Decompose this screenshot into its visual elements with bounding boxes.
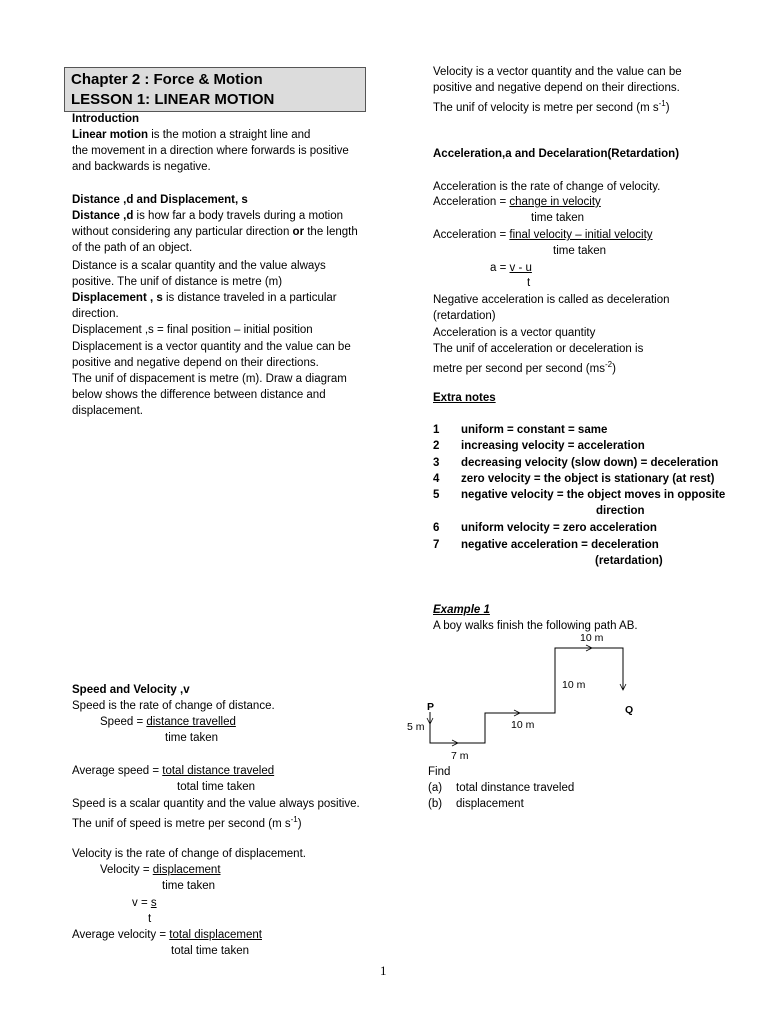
a-numerator: v - u [509, 262, 532, 274]
find-a-text: total dinstance traveled [456, 782, 575, 794]
speed-equation [100, 714, 236, 730]
note-text: decreasing velocity (slow down) = deceleration [461, 457, 719, 469]
vel-unit [433, 96, 670, 116]
linear-def-1: is the motion a straight line and [148, 129, 311, 141]
speed-eq-numerator: distance travelled [146, 716, 236, 728]
avg-speed-numerator: total distance traveled [162, 765, 275, 777]
distance-term: Distance ,d [72, 210, 134, 222]
velocity-eq-numerator: displacement [152, 864, 221, 876]
note-7-continuation: (retardation) [595, 555, 663, 567]
example-text: A boy walks finish the following path AB. [433, 620, 638, 632]
displacement-def-2: direction. [72, 308, 119, 320]
speed-scalar: Speed is a scalar quantity and the value always positive. [72, 798, 360, 810]
acceleration-heading: Acceleration,a and Decelaration(Retardation) [433, 148, 680, 160]
displacement-vector-2: positive and negative depend on their directions. [72, 357, 319, 369]
extra-notes-heading: Extra notes [433, 392, 496, 404]
note-5-continuation: direction [596, 505, 645, 517]
intro-heading: Introduction [72, 113, 140, 125]
acc-equation-1 [433, 194, 601, 210]
find-b-label: (b) [428, 798, 443, 810]
velocity-equation [100, 862, 221, 878]
acc-unit-2a: metre per second per second (ms [433, 362, 605, 375]
avg-speed-lhs: Average speed = [72, 765, 163, 777]
speed-unit [72, 812, 302, 832]
a-denominator: t [527, 277, 531, 289]
displacement-def-line-1 [72, 290, 337, 306]
acc-unit-1: The unif of acceleration or deceleration is [433, 343, 644, 355]
path-diagram [400, 630, 660, 770]
displacement-def-1: is distance traveled in a particular [162, 292, 337, 304]
distance-scalar-2: positive. The unif of distance is metre (m) [72, 276, 283, 288]
avg-velocity-numerator: total displacement [169, 929, 262, 941]
neg-acc-2: (retardation) [433, 310, 496, 322]
note-number: 2 [433, 440, 440, 452]
displacement-term: Displacement , s [72, 292, 163, 304]
chapter-title: Chapter 2 : Force & Motion [71, 71, 263, 88]
distance-scalar-1: Distance is a scalar quantity and the value always [72, 260, 326, 272]
v-numerator: s [150, 897, 157, 909]
segment-10m-label: 10 m [580, 632, 604, 644]
note-text: uniform velocity = zero acceleration [461, 522, 657, 534]
distance-def-line-1 [72, 208, 343, 224]
distance-def-3: of the path of an object. [72, 242, 193, 254]
speed-unit-b: ) [297, 817, 302, 830]
distance-def-line-2 [72, 224, 358, 240]
speed-eq-lhs: Speed = [100, 716, 147, 728]
a-equation [490, 260, 532, 276]
speed-heading: Speed and Velocity ,v [72, 684, 190, 696]
acceleration-def: Acceleration is the rate of change of velocity. [433, 181, 661, 193]
note-number: 7 [433, 539, 440, 551]
displacement-formula: Displacement ,s = final position – initial position [72, 324, 313, 336]
distance-def-2c: the length [304, 226, 358, 238]
v-equation [132, 895, 157, 911]
note-text: negative acceleration = deceleration [461, 539, 659, 551]
note-text: increasing velocity = acceleration [461, 440, 645, 452]
segment-7m-label: 7 m [451, 750, 469, 762]
acc-unit-2 [433, 357, 616, 377]
point-p-label: P [427, 701, 435, 713]
point-q-label: Q [625, 704, 634, 716]
vel-unit-b: ) [665, 101, 670, 114]
avg-velocity-equation [72, 927, 262, 943]
neg-acc-1: Negative acceleration is called as deceleration [433, 294, 670, 306]
note-number: 1 [433, 424, 440, 436]
find-a-label: (a) [428, 782, 443, 794]
displacement-vector-1: Displacement is a vector quantity and the value can be [72, 341, 351, 353]
displacement-unit-3: displacement. [72, 405, 143, 417]
displacement-unit-1: The unif of dispacement is metre (m). Draw a diagram [72, 373, 347, 385]
linear-def-line-1 [72, 127, 310, 143]
avg-velocity-denominator: total time taken [171, 945, 249, 957]
acc-eq1-denominator: time taken [531, 212, 585, 224]
note-text: negative velocity = the object moves in opposite [461, 489, 726, 501]
vel-unit-sup: -1 [658, 99, 666, 108]
acc-eq2-lhs: Acceleration = [433, 229, 510, 241]
acc-unit-2b: ) [612, 362, 616, 375]
acc-eq1-numerator: change in velocity [509, 196, 601, 208]
distance-def-or: or [292, 226, 305, 238]
vel-vector-1: Velocity is a vector quantity and the value can be [433, 66, 682, 78]
find-label: Find [428, 766, 451, 778]
v-denominator: t [148, 913, 152, 925]
v-lhs: v = [132, 897, 151, 909]
note-number: 3 [433, 457, 440, 469]
speed-unit-sup: -1 [290, 815, 298, 824]
note-number: 5 [433, 489, 440, 501]
note-number: 4 [433, 473, 440, 485]
velocity-eq-denominator: time taken [162, 880, 216, 892]
segment-10m-label: 10 m [511, 719, 535, 731]
acc-unit-sup: -2 [604, 360, 613, 369]
displacement-unit-2: below shows the difference between distance and [72, 389, 326, 401]
velocity-def: Velocity is the rate of change of displacement. [72, 848, 306, 860]
acc-equation-2 [433, 227, 653, 243]
example-heading: Example 1 [433, 604, 490, 616]
acc-eq2-denominator: time taken [553, 245, 607, 257]
segment-5m-label: 5 m [407, 721, 425, 733]
distance-def-2a: without considering any particular direction [72, 226, 293, 238]
vel-unit-a: The unif of velocity is metre per second (m s [433, 101, 659, 114]
avg-velocity-lhs: Average velocity = [72, 929, 170, 941]
speed-eq-denominator: time taken [165, 732, 219, 744]
linear-def-3: and backwards is negative. [72, 161, 211, 173]
segment-10m-label: 10 m [562, 679, 586, 691]
linear-term: Linear motion [72, 129, 149, 141]
vel-vector-2: positive and negative depend on their directions. [433, 82, 680, 94]
distance-heading: Distance ,d and Displacement, s [72, 194, 248, 206]
chapter-title-box [64, 67, 366, 112]
avg-speed-denominator: total time taken [177, 781, 255, 793]
velocity-eq-lhs: Velocity = [100, 864, 153, 876]
a-lhs: a = [490, 262, 510, 274]
find-b-text: displacement [456, 798, 524, 810]
note-text: uniform = constant = same [461, 424, 608, 436]
avg-speed-equation [72, 763, 274, 779]
acc-vector: Acceleration is a vector quantity [433, 327, 596, 339]
speed-unit-a: The unif of speed is metre per second (m s [72, 817, 291, 830]
acc-eq2-numerator: final velocity – initial velocity [509, 229, 653, 241]
page-number: 1 [380, 963, 387, 978]
note-text: zero velocity = the object is stationary (at rest) [461, 473, 715, 485]
note-number: 6 [433, 522, 440, 534]
lesson-title: LESSON 1: LINEAR MOTION [71, 91, 275, 108]
distance-def-1: is how far a body travels during a motion [133, 210, 344, 222]
linear-def-2: the movement in a direction where forwards is positive [72, 145, 349, 157]
speed-def: Speed is the rate of change of distance. [72, 700, 275, 712]
acc-eq1-lhs: Acceleration = [433, 196, 510, 208]
